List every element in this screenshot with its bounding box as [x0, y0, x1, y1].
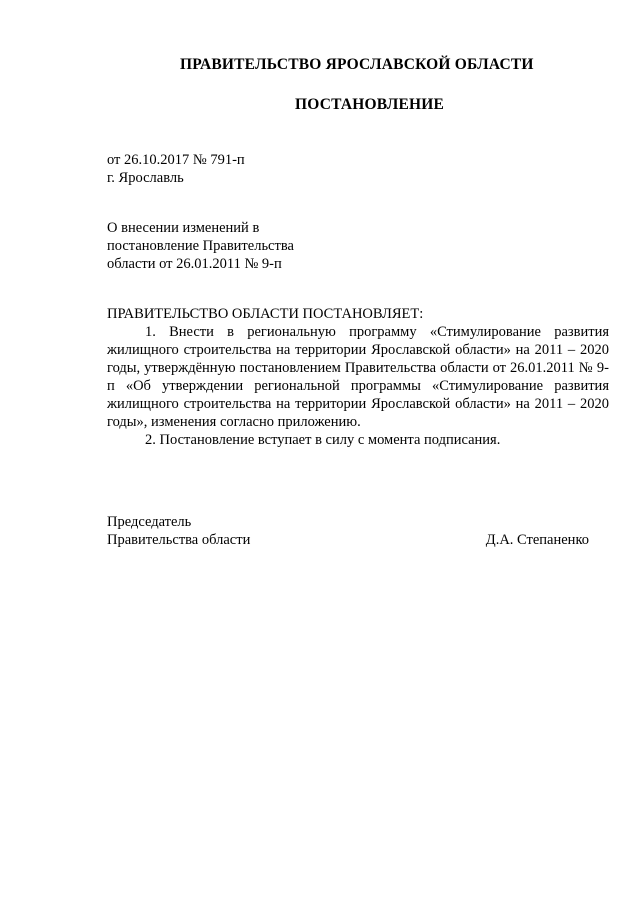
signer-name: Д.А. Степаненко — [485, 532, 589, 548]
paragraph-item-2: 2. Постановление вступает в силу с момента подписания. — [145, 432, 501, 448]
document-subject — [107, 219, 294, 273]
document-meta — [107, 151, 245, 187]
signer-position-line-1: Председатель — [107, 514, 192, 530]
subject-line-1: О внесении изменений в — [107, 220, 260, 236]
subject-line-2: постановление Правительства — [107, 238, 294, 254]
resolution-heading: ПРАВИТЕЛЬСТВО ОБЛАСТИ ПОСТАНОВЛЯЕТ: — [107, 306, 424, 322]
signer-position-line-2: Правительства области — [107, 532, 251, 548]
signature-row — [107, 531, 589, 549]
city: г. Ярославль — [107, 170, 184, 186]
government-title: ПРАВИТЕЛЬСТВО ЯРОСЛАВСКОЙ ОБЛАСТИ — [180, 56, 534, 73]
date-number: от 26.10.2017 № 791-п — [107, 152, 245, 168]
signature-block — [107, 513, 589, 549]
document-type-title: ПОСТАНОВЛЕНИЕ — [295, 96, 445, 113]
paragraph-item-1: 1. Внести в региональную программу «Стимулирование развития жилищного строительства на территории Ярославской области» на 2011 – 2020 годы, утверждённую постановлением Правительства области от 26.01.2011 № 9-п «Об утверждении региональной программы «Стимулирование развития жилищного строительства на территории Ярославской области» на 2011 – 2020 годы», изменения согласно приложению. — [107, 324, 609, 430]
document-body — [107, 323, 609, 449]
subject-line-3: области от 26.01.2011 № 9-п — [107, 256, 282, 272]
